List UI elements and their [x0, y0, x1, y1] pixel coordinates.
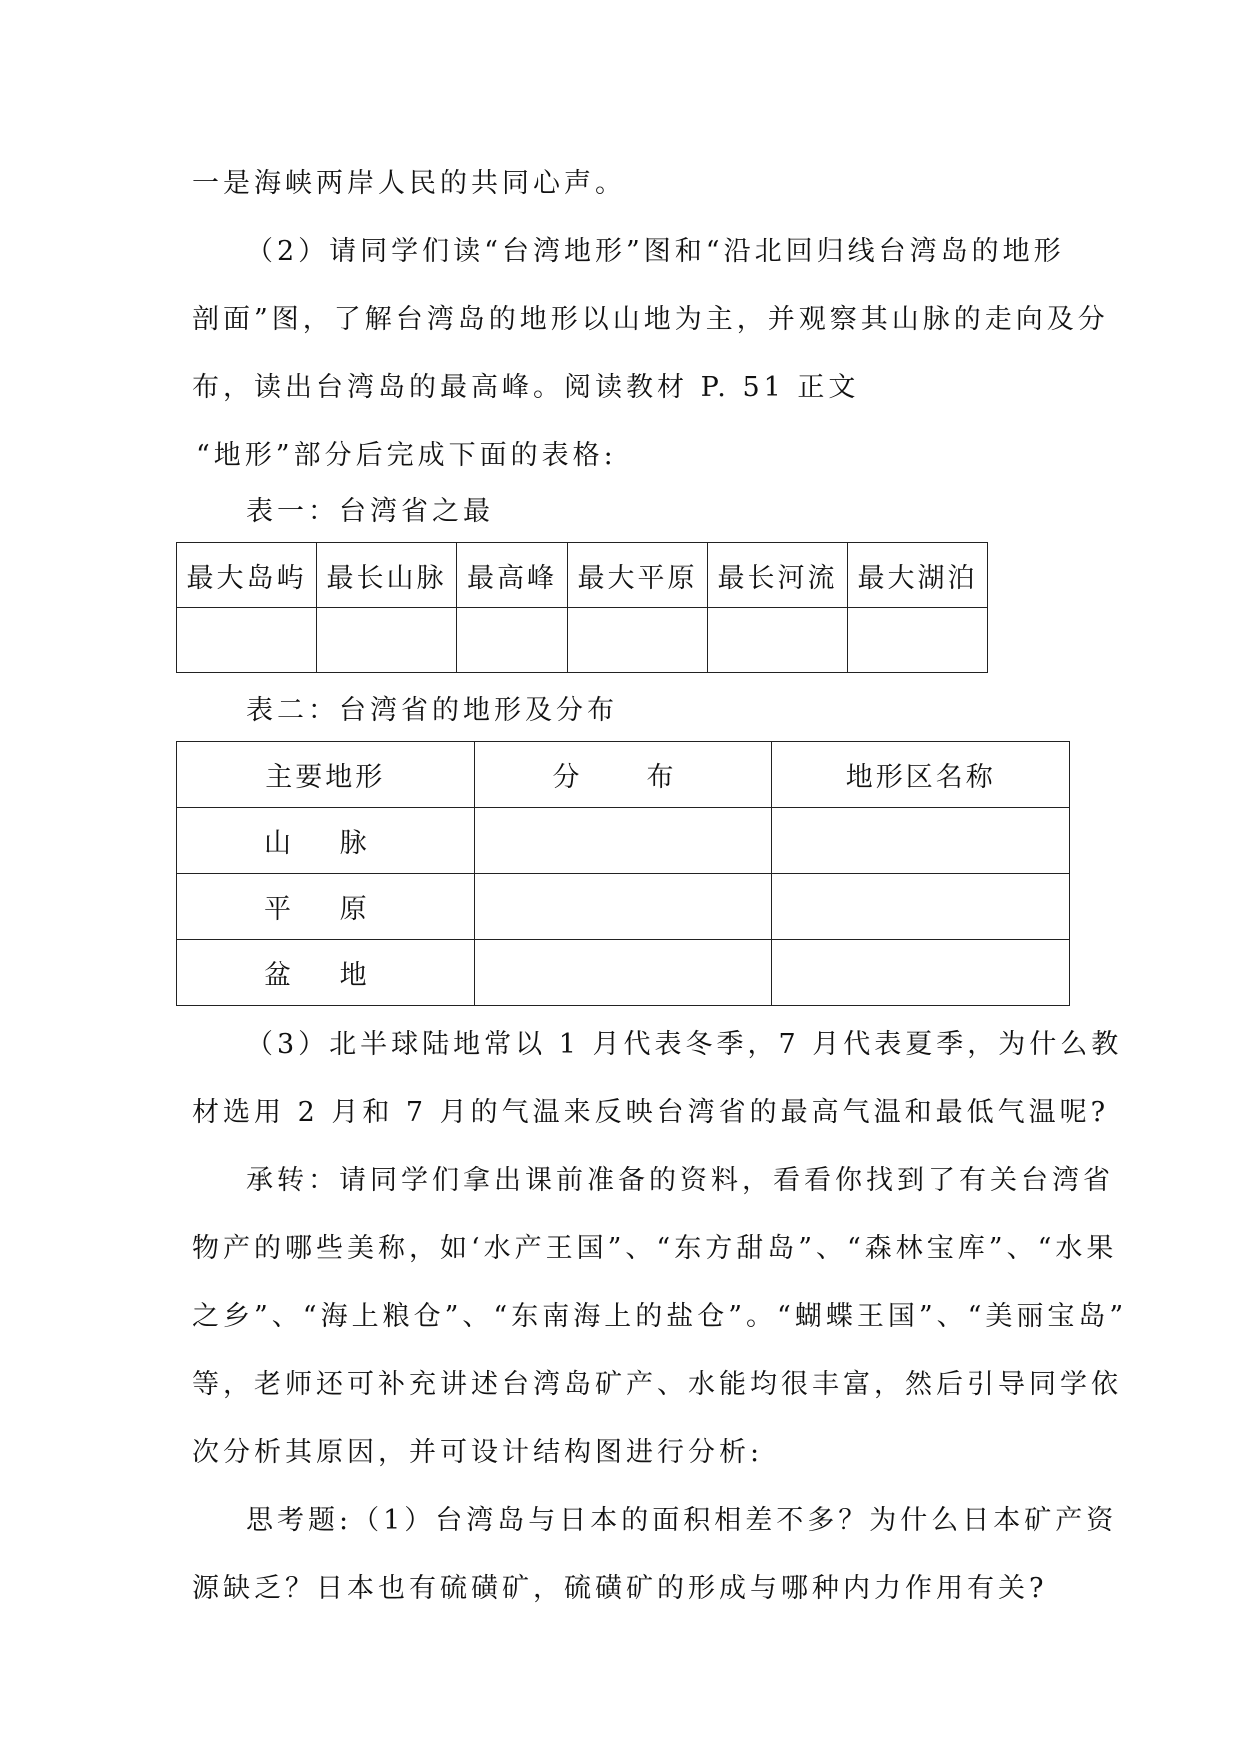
empty-cell	[568, 608, 708, 673]
empty-cell	[457, 608, 568, 673]
paragraph-line: 之乡”、“海上粮仓”、“东南海上的盐仓”。“蝴蝶王国”、“美丽宝岛”	[192, 1301, 1128, 1332]
paragraph-line: 承转：请同学们拿出课前准备的资料，看看你找到了有关台湾省	[246, 1165, 1114, 1196]
table1-caption: 表一：台湾省之最	[246, 496, 494, 527]
paragraph-line: “地形”部分后完成下面的表格:	[196, 440, 617, 471]
paragraph-line: 源缺乏？日本也有硫磺矿，硫磺矿的形成与哪种内力作用有关?	[192, 1573, 1048, 1604]
table-header-cell: 最大湖泊	[848, 543, 988, 608]
paragraph-line: 思考题:（1）台湾岛与日本的面积相差不多？为什么日本矿产资	[246, 1505, 1118, 1536]
table-header-cell: 地形区名称	[772, 742, 1070, 808]
empty-cell	[772, 874, 1070, 940]
table-header-cell: 最高峰	[457, 543, 568, 608]
table-row	[177, 608, 988, 673]
table-taiwan-superlatives	[176, 542, 988, 673]
paragraph-line: 布，读出台湾岛的最高峰。阅读教材 P. 51 正文	[192, 372, 860, 403]
table-row	[177, 808, 1070, 874]
table-header-cell: 分 布	[474, 742, 772, 808]
landform-cell: 盆 地	[177, 940, 475, 1006]
table-row	[177, 940, 1070, 1006]
paragraph-line: 物产的哪些美称，如‘水产王国”、“东方甜岛”、“森林宝库”、“水果	[192, 1233, 1118, 1264]
table-header-cell: 最长河流	[708, 543, 848, 608]
paragraph-line: 剖面”图，了解台湾岛的地形以山地为主，并观察其山脉的走向及分	[192, 304, 1109, 335]
paragraph-line: 材选用 2 月和 7 月的气温来反映台湾省的最高气温和最低气温呢?	[192, 1097, 1110, 1128]
empty-cell	[848, 608, 988, 673]
table-header-row	[177, 543, 988, 608]
table-row	[177, 874, 1070, 940]
empty-cell	[474, 808, 772, 874]
landform-cell: 山 脉	[177, 808, 475, 874]
empty-cell	[708, 608, 848, 673]
paragraph-line: 一是海峡两岸人民的共同心声。	[192, 168, 626, 199]
paragraph-line: 等，老师还可补充讲述台湾岛矿产、水能均很丰富，然后引导同学依	[192, 1369, 1122, 1400]
empty-cell	[474, 874, 772, 940]
table-header-cell: 最长山脉	[317, 543, 457, 608]
empty-cell	[474, 940, 772, 1006]
paragraph-line: 次分析其原因，并可设计结构图进行分析:	[192, 1437, 764, 1468]
table2-caption: 表二：台湾省的地形及分布	[246, 695, 618, 726]
empty-cell	[772, 808, 1070, 874]
landform-cell: 平 原	[177, 874, 475, 940]
paragraph-line: （3）北半球陆地常以 1 月代表冬季，7 月代表夏季，为什么教	[246, 1029, 1123, 1060]
table-header-cell: 主要地形	[177, 742, 475, 808]
empty-cell	[317, 608, 457, 673]
empty-cell	[772, 940, 1070, 1006]
table-header-row	[177, 742, 1070, 808]
table-taiwan-landforms	[176, 741, 1070, 1006]
paragraph-line: （2）请同学们读“台湾地形”图和“沿北回归线台湾岛的地形	[246, 236, 1065, 267]
empty-cell	[177, 608, 317, 673]
table-header-cell: 最大平原	[568, 543, 708, 608]
table-header-cell: 最大岛屿	[177, 543, 317, 608]
